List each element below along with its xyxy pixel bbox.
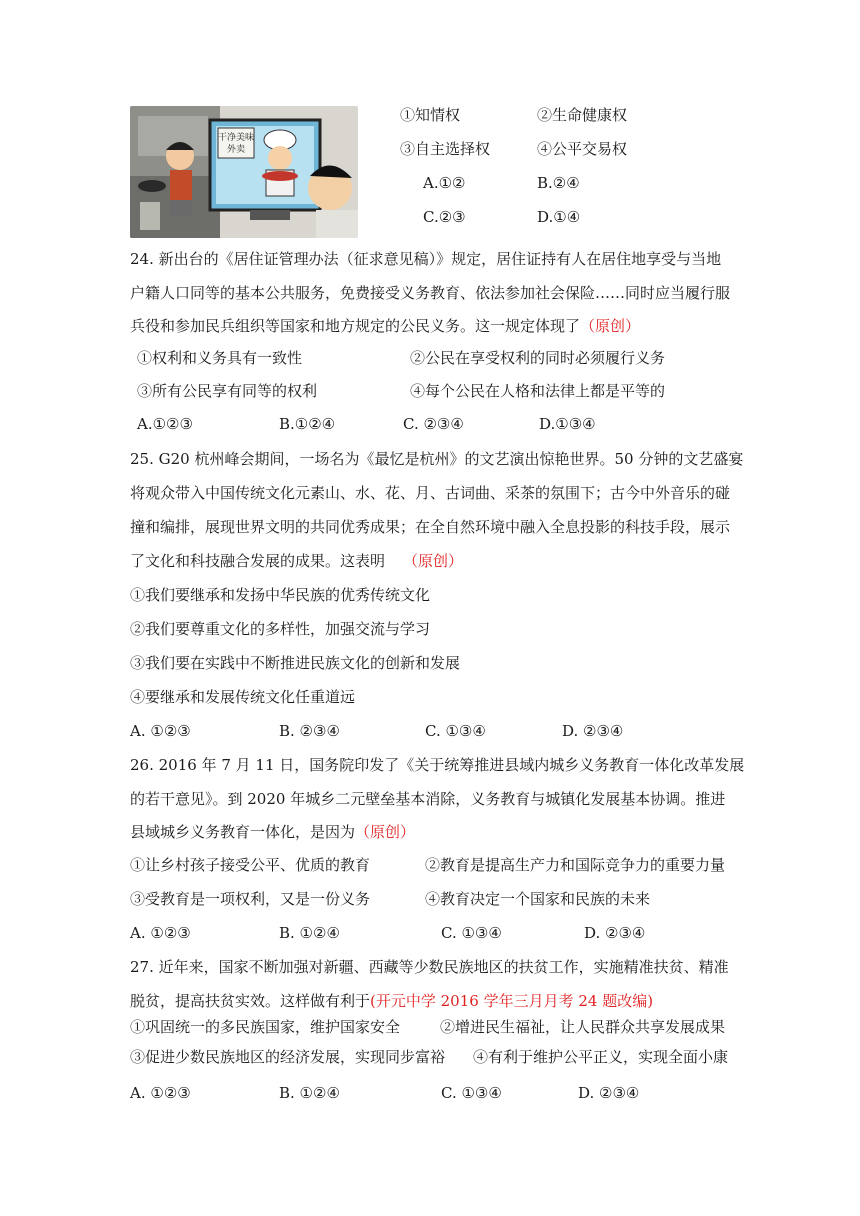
q26-answer-b: B. ①②④ [279,924,340,942]
q27-option-1: ①巩固统一的多民族国家，维护国家安全 [130,1018,401,1036]
q26-option-3: ③受教育是一项权利，又是一份义务 [130,890,371,908]
q24-answer-a: A.①②③ [137,415,193,433]
q27-answer-a: A. ①②③ [130,1084,191,1102]
q24-stem-text: 兵役和参加民兵组织等国家和地方规定的公民义务。这一规定体现了 [130,317,581,335]
q26-stem-text: 县域城乡义务教育一体化，是因为 [130,823,356,841]
q25-source-tag: （原创） [403,552,464,570]
q25-answer-d: D. ②③④ [562,722,624,740]
q23-option-2: ②生命健康权 [537,106,628,124]
q26-answer-a: A. ①②③ [130,924,191,942]
q27-option-4: ④有利于维护公平正义，实现全面小康 [473,1048,729,1066]
q27-answer-d: D. ②③④ [578,1084,640,1102]
q26-stem-line-1: 26. 2016 年 7 月 11 日，国务院印发了《关于统筹推进县域内城乡义务教育一体化改革发展 [130,756,745,774]
q27-stem-line-2 [130,991,653,1011]
q23-answer-a: A.①② [423,174,466,192]
q24-option-1: ①权利和义务具有一致性 [137,349,303,367]
q23-answer-b: B.②④ [537,174,580,192]
q25-stem-text: 了文化和科技融合发展的成果。这表明 [130,552,386,570]
q25-answer-b: B. ②③④ [279,722,340,740]
cartoon-sign-text: 干净美味 [217,133,255,143]
q24-answer-c: C. ②③④ [403,415,464,433]
q25-option-1: ①我们要继承和发扬中华民族的优秀传统文化 [130,586,431,604]
q23-option-1: ①知情权 [400,106,461,124]
q26-option-2: ②教育是提高生产力和国际竞争力的重要力量 [425,856,726,874]
q26-stem-line-2: 的若干意见》。到 2020 年城乡二元壁垒基本消除，义务教育与城镇化发展基本协调。推进 [130,790,726,808]
cartoon-illustration [130,106,358,238]
q24-option-3: ③所有公民享有同等的权利 [137,382,318,400]
q27-answer-c: C. ①③④ [441,1084,502,1102]
q26-option-1: ①让乡村孩子接受公平、优质的教育 [130,856,371,874]
q26-option-4: ④教育决定一个国家和民族的未来 [425,890,651,908]
q26-answer-d: D. ②③④ [584,924,646,942]
q27-option-2: ②增进民生福祉，让人民群众共享发展成果 [440,1018,726,1036]
q23-answer-c: C.②③ [423,208,466,226]
q24-answer-d: D.①③④ [539,415,596,433]
q25-option-2: ②我们要尊重文化的多样性，加强交流与学习 [130,620,431,638]
q23-answer-d: D.①④ [537,208,581,226]
q25-stem-line-3: 撞和编排，展现世界文明的共同优秀成果；在全自然环境中融入全息投影的科技手段，展示 [130,518,731,536]
q25-answer-c: C. ①③④ [425,722,486,740]
q27-answer-b: B. ①②④ [279,1084,340,1102]
q24-stem-line-3 [130,316,640,336]
q24-answer-b: B.①②④ [279,415,336,433]
q26-answer-c: C. ①③④ [441,924,502,942]
q25-answer-a: A. ①②③ [130,722,191,740]
q23-option-4: ④公平交易权 [537,140,628,158]
q27-stem-line-1: 27. 近年来，国家不断加强对新疆、西藏等少数民族地区的扶贫工作，实施精准扶贫、精准 [130,958,729,976]
q25-option-4: ④要继承和发展传统文化任重道远 [130,688,356,706]
q24-option-2: ②公民在享受权利的同时必须履行义务 [410,349,666,367]
q27-source-tag: (开元中学 2016 学年三月月考 24 题改编) [370,992,654,1010]
q26-stem-line-3 [130,822,415,842]
q25-option-3: ③我们要在实践中不断推进民族文化的创新和发展 [130,654,461,672]
q24-stem-line-2: 户籍人口同等的基本公共服务，免费接受义务教育、依法参加社会保险……同时应当履行服 [130,284,731,302]
q24-source-tag: （原创） [580,317,641,335]
q25-stem-line-1: 25. G20 杭州峰会期间，一场名为《最忆是杭州》的文艺演出惊艳世界。50 分钟的文艺盛宴 [130,450,744,468]
takeout-cartoon-image [130,106,358,238]
q25-stem-line-2: 将观众带入中国传统文化元素山、水、花、月、古词曲、采茶的氛围下；古今中外音乐的碰 [130,484,731,502]
q27-stem-text: 脱贫，提高扶贫实效。这样做有利于 [130,992,371,1010]
svg-text:外卖: 外卖 [226,145,246,155]
q24-option-4: ④每个公民在人格和法律上都是平等的 [410,382,666,400]
q27-option-3: ③促进少数民族地区的经济发展，实现同步富裕 [130,1048,446,1066]
q23-option-3: ③自主选择权 [400,140,491,158]
q24-stem-line-1: 24. 新出台的《居住证管理办法（征求意见稿）》规定，居住证持有人在居住地享受与当地 [130,250,722,268]
q26-source-tag: （原创） [355,823,416,841]
q25-stem-line-4 [130,551,463,571]
